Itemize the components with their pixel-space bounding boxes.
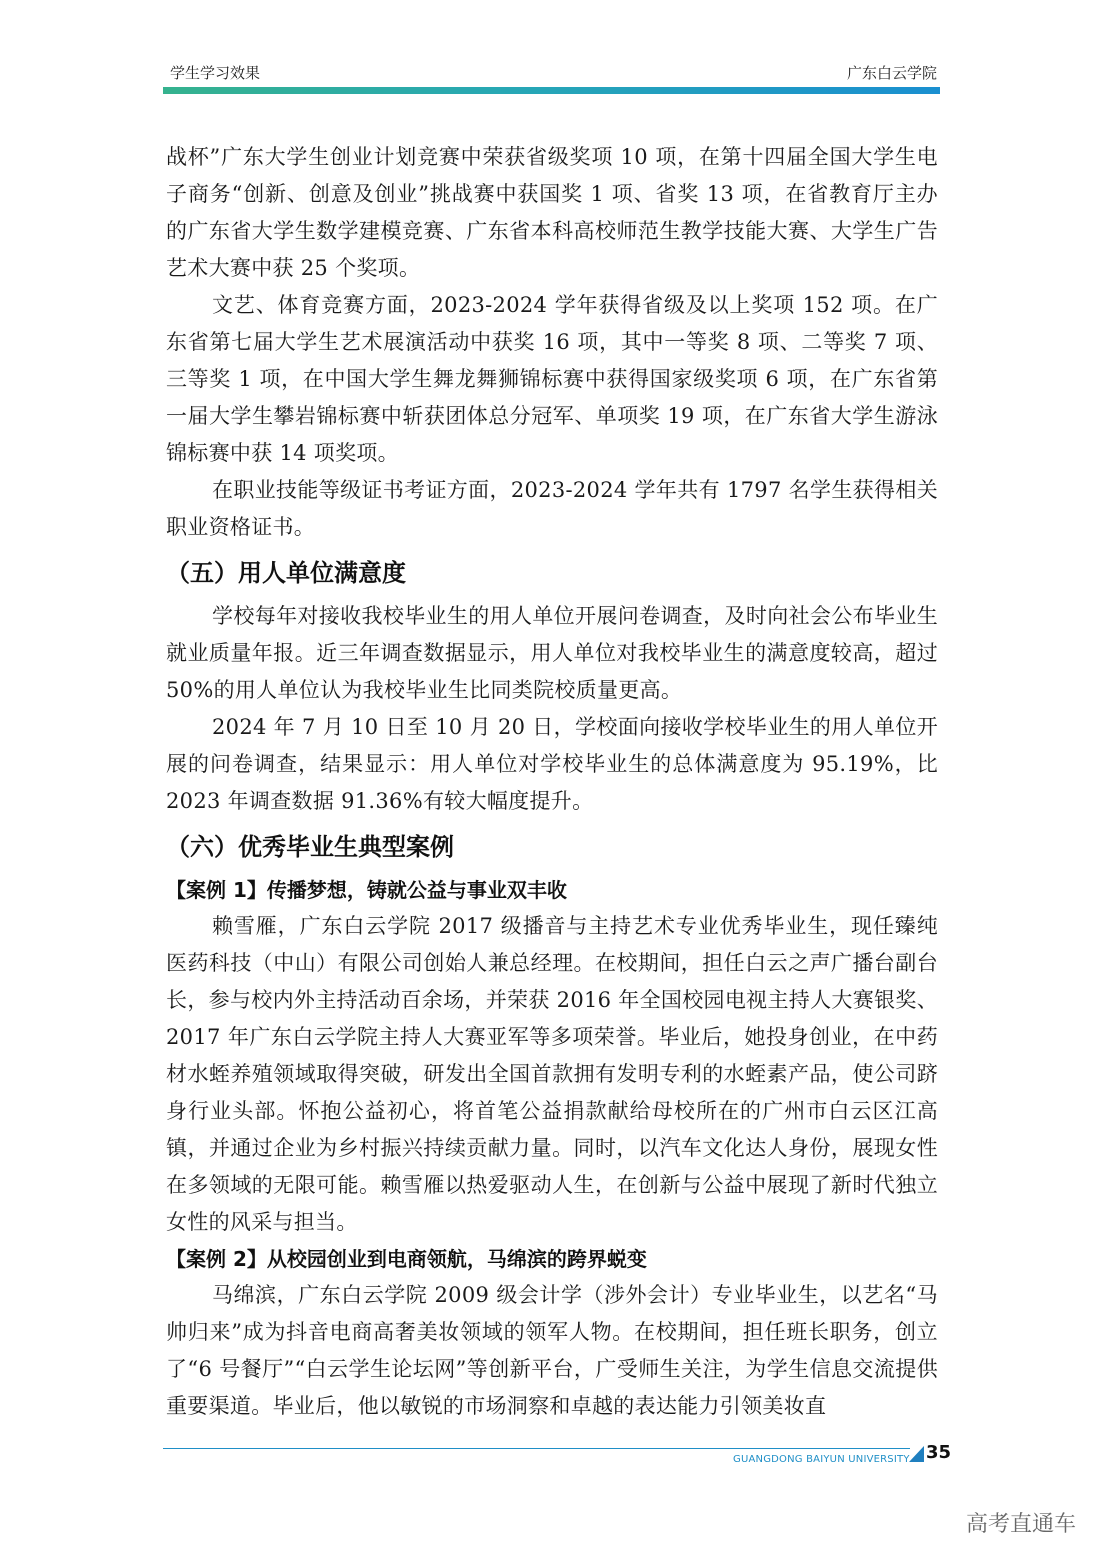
page-body: [166, 139, 938, 1425]
header-gradient-bar: [163, 87, 940, 94]
paragraph-case-1: 赖雪雁，广东白云学院 2017 级播音与主持艺术专业优秀毕业生，现任臻纯医药科技（中山）有限公司创始人兼总经理。在校期间，担任白云之声广播台副台长，参与校内外主持活动百余场，并荣获 2016 年全国校园电视主持人大赛银奖、2017 年广东白云学院主持人大赛亚军等多项荣誉。毕业后，她投身创业，在中药材水蛭养殖领域取得突破，研发出全国首款拥有发明专利的水蛭素产品，使公司跻身行业头部。怀抱公益初心，将首笔公益捐款献给母校所在的广州市白云区江高镇，并通过企业为乡村振兴持续贡献力量。同时，以汽车文化达人身份，展现女性在多领域的无限可能。赖雪雁以热爱驱动人生，在创新与公益中展现了新时代独立女性的风采与担当。: [166, 914, 938, 1234]
footer-line: [163, 1448, 910, 1449]
watermark: 高考直通车: [966, 1512, 1077, 1537]
section-heading-employer-satisfaction: （五）用人单位满意度: [166, 559, 406, 587]
page-number: 35: [926, 1442, 952, 1463]
paragraph-arts-sports: 文艺、体育竞赛方面，2023-2024 学年获得省级及以上奖项 152 项。在广东省第七届大学生艺术展演活动中获奖 16 项，其中一等奖 8 项、二等奖 7 项、三等奖 1 项，在中国大学生舞龙舞狮锦标赛中获得国家级奖项 6 项，在广东省第一届大学生攀岩锦标赛中斩获团体总分冠军、单项奖 19 项，在广东省大学生游泳锦标赛中获 14 项奖项。: [166, 293, 938, 465]
footer-triangle-icon: [909, 1446, 924, 1462]
paragraph-case-2: 马绵滨，广东白云学院 2009 级会计学（涉外会计）专业毕业生，以艺名“马帅归来”成为抖音电商高奢美妆领域的领军人物。在校期间，担任班长职务，创立了“6 号餐厅”“白云学生论坛网”等创新平台，广受师生关注，为学生信息交流提供重要渠道。毕业后，他以敏锐的市场洞察和卓越的表达能力引领美妆直: [166, 1283, 938, 1418]
paragraph-competitions-continued: 战杯”广东大学生创业计划竞赛中荣获省级奖项 10 项，在第十四届全国大学生电子商务“创新、创意及创业”挑战赛中获国奖 1 项、省奖 13 项，在省教育厅主办的广东省大学生数学建模竞赛、广东省本科高校师范生教学技能大赛、大学生广告艺术大赛中获 25 个奖项。: [166, 145, 938, 280]
footer-university-name: GUANGDONG BAIYUN UNIVERSITY: [733, 1454, 910, 1465]
section-heading-graduate-cases: （六）优秀毕业生典型案例: [166, 833, 454, 861]
case-2-title: 【案例 2】从校园创业到电商领航，马绵滨的跨界蜕变: [166, 1247, 647, 1271]
header-school-name: 广东白云学院: [846, 64, 937, 82]
paragraph-survey-2024: 2024 年 7 月 10 日至 10 月 20 日，学校面向接收学校毕业生的用人单位开展的问卷调查，结果显示：用人单位对学校毕业生的总体满意度为 95.19%，比 2023 年调查数据 91.36%有较大幅度提升。: [166, 715, 938, 813]
paragraph-survey-overview: 学校每年对接收我校毕业生的用人单位开展问卷调查，及时向社会公布毕业生就业质量年报。近三年调查数据显示，用人单位对我校毕业生的满意度较高，超过 50%的用人单位认为我校毕业生比同类院校质量更高。: [166, 604, 938, 702]
paragraph-certificates: 在职业技能等级证书考证方面，2023-2024 学年共有 1797 名学生获得相关职业资格证书。: [166, 478, 938, 539]
case-1-title: 【案例 1】传播梦想，铸就公益与事业双丰收: [166, 878, 567, 902]
header-section-title: 学生学习效果: [170, 64, 261, 82]
